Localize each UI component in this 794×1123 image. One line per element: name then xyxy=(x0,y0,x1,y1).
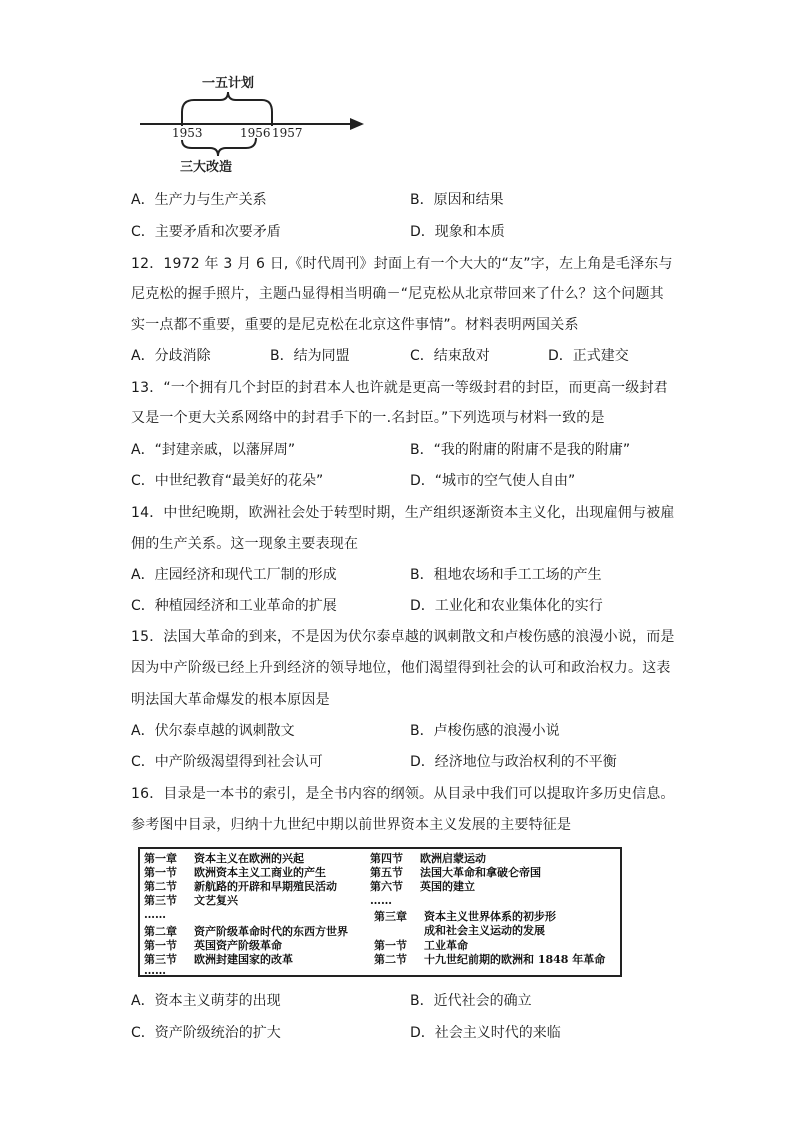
toc-right-row: 第六节 英国的建立 xyxy=(370,880,475,893)
q13-option-d: D．“城市的空气使人自由” xyxy=(410,473,576,489)
toc-left-row: 第二章 资产阶级革命时代的东西方世界 xyxy=(144,925,348,938)
q13-option-c: C．中世纪教育“最美好的花朵” xyxy=(131,473,324,489)
q16-stem-line-1: 16．目录是一本书的索引，是全书内容的纲领。从目录中我们可以提取许多历史信息。 xyxy=(131,786,675,802)
timeline-figure xyxy=(136,70,368,180)
q16-option-a: A．资本主义萌芽的出现 xyxy=(131,993,281,1009)
q11-option-d: D．现象和本质 xyxy=(410,224,505,240)
q12-option-a: A．分歧消除 xyxy=(131,348,211,364)
toc-left-row: …… xyxy=(144,908,166,921)
toc-left-row: 第一节 英国资产阶级革命 xyxy=(144,939,282,952)
timeline-year-1957: 1957 xyxy=(272,126,303,140)
q11-option-c: C．主要矛盾和次要矛盾 xyxy=(131,224,281,240)
timeline-year-1956: 1956 xyxy=(240,126,271,140)
q13-stem-line-1: 13．“一个拥有几个封臣的封君本人也许就是更高一等级封君的封臣，而更高一级封君 xyxy=(131,380,668,396)
q15-stem-line-2: 因为中产阶级已经上升到经济的领导地位，他们渴望得到社会的认可和政治权力。这表 xyxy=(131,660,671,676)
q14-option-a: A．庄园经济和现代工厂制的形成 xyxy=(131,567,337,583)
table-of-contents-figure xyxy=(138,847,622,977)
timeline-year-1953: 1953 xyxy=(172,126,203,140)
toc-left-row: 第三节 欧洲封建国家的改革 xyxy=(144,953,293,966)
toc-left-row: …… xyxy=(144,964,166,977)
q12-stem-line-3: 实一点都不重要，重要的是尼克松在北京这件事情”。材料表明两国关系 xyxy=(131,317,579,333)
toc-left-row: 第一章 资本主义在欧洲的兴起 xyxy=(144,852,304,865)
q16-option-c: C．资产阶级统治的扩大 xyxy=(131,1025,281,1041)
q11-option-b: B．原因和结果 xyxy=(410,192,504,208)
q16-option-b: B．近代社会的确立 xyxy=(410,993,532,1009)
q12-option-b: B．结为同盟 xyxy=(270,348,350,364)
q11-option-a: A．生产力与生产关系 xyxy=(131,192,267,208)
q12-stem-line-1: 12．1972 年 3 月 6 日,《时代周刊》封面上有一个大大的“友”字，左上角是毛泽东与 xyxy=(131,256,673,272)
toc-right-row: 第一节 工业革命 xyxy=(374,939,468,952)
q14-option-d: D．工业化和农业集体化的实行 xyxy=(410,598,603,614)
q14-option-b: B．租地农场和手工工场的产生 xyxy=(410,567,602,583)
toc-right-row: …… xyxy=(370,894,392,907)
q15-option-a: A．伏尔泰卓越的讽刺散文 xyxy=(131,723,295,739)
q15-option-c: C．中产阶级渴望得到社会认可 xyxy=(131,754,323,770)
toc-left-row: 第二节 新航路的开辟和早期殖民活动 xyxy=(144,880,337,893)
q13-option-b: B．“我的附庸的附庸不是我的附庸” xyxy=(410,442,631,458)
q16-stem-line-2: 参考图中目录，归纳十九世纪中期以前世界资本主义发展的主要特征是 xyxy=(131,817,572,833)
q12-option-c: C．结束敌对 xyxy=(410,348,490,364)
q12-stem-line-2: 尼克松的握手照片，主题凸显得相当明确－“尼克松从北京带回来了什么？这个问题其 xyxy=(131,286,664,302)
q14-stem-line-1: 14．中世纪晚期，欧洲社会处于转型时期，生产组织逐渐资本主义化，出现雇佣与被雇 xyxy=(131,505,675,521)
q15-option-d: D．经济地位与政治权利的不平衡 xyxy=(410,754,617,770)
timeline-top-label: 一五计划 xyxy=(202,76,255,91)
q13-option-a: A．“封建亲戚，以藩屏周” xyxy=(131,442,296,458)
toc-right-row: 第四节 欧洲启蒙运动 xyxy=(370,852,486,865)
q15-option-b: B．卢梭伤感的浪漫小说 xyxy=(410,723,560,739)
q15-stem-line-1: 15．法国大革命的到来，不是因为伏尔泰卓越的讽刺散文和卢梭伤感的浪漫小说，而是 xyxy=(131,629,675,645)
toc-right-row: 第五节 法国大革命和拿破仑帝国 xyxy=(370,866,541,879)
q13-stem-line-2: 又是一个更大关系网络中的封君手下的一.名封臣。”下列选项与材料一致的是 xyxy=(131,410,605,426)
q16-option-d: D．社会主义时代的来临 xyxy=(410,1025,561,1041)
q14-option-c: C．种植园经济和工业革命的扩展 xyxy=(131,598,337,614)
timeline-bottom-label: 三大改造 xyxy=(180,160,233,175)
toc-left-row: 第三节 文艺复兴 xyxy=(144,894,238,907)
toc-right-row: 第三章 资本主义世界体系的初步形 xyxy=(374,910,556,923)
q14-stem-line-2: 佣的生产关系。这一现象主要表现在 xyxy=(131,536,359,552)
toc-left-row: 第一节 欧洲资本主义工商业的产生 xyxy=(144,866,326,879)
q15-stem-line-3: 明法国大革命爆发的根本原因是 xyxy=(131,692,330,708)
toc-right-row: 成和社会主义运动的发展 xyxy=(424,924,545,937)
q12-option-d: D．正式建交 xyxy=(548,348,629,364)
toc-right-row: 第二节 十九世纪前期的欧洲和 1848 年革命 xyxy=(374,953,606,966)
